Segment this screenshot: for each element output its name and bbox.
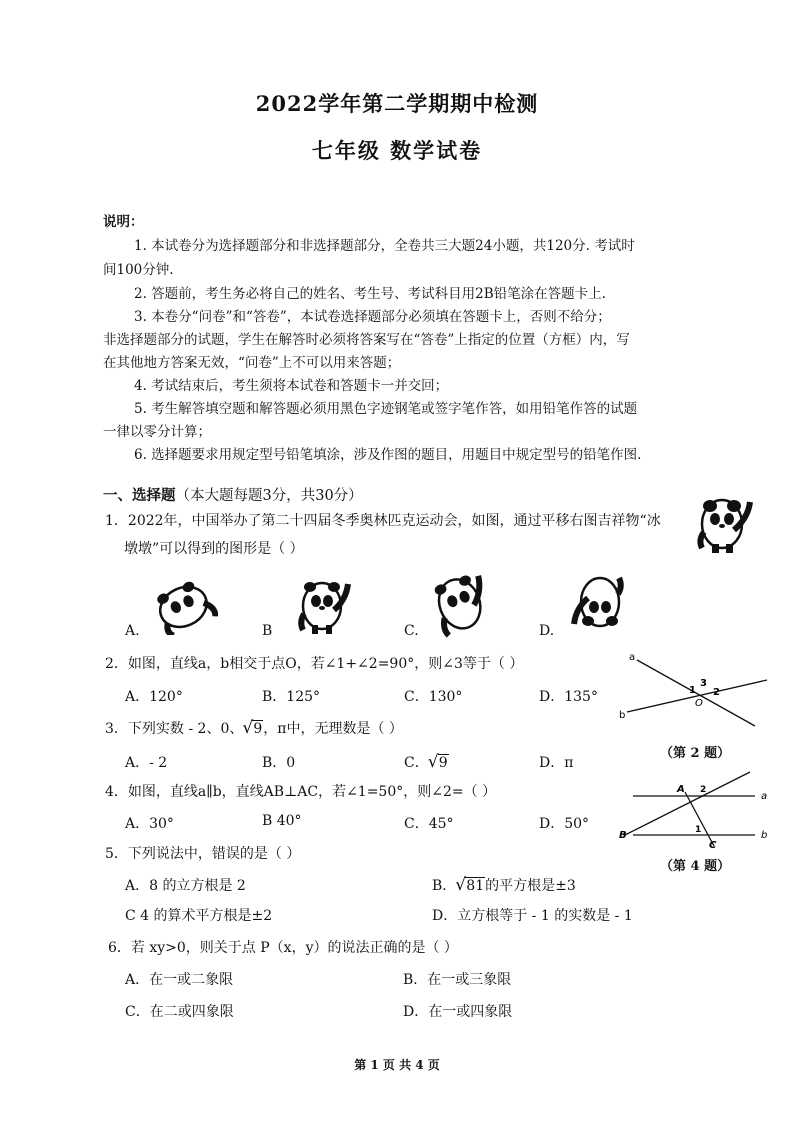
- question-3-option-a: A．- 2: [125, 755, 168, 771]
- label-B: B: [619, 830, 627, 841]
- question-5-option-b: [432, 875, 576, 895]
- label-2: 2: [713, 687, 720, 698]
- instruction-line: 4. 考试结束后，考生须将本试卷和答题卡一并交回；: [134, 378, 449, 394]
- instruction-line: 在其他地方答案无效，“问卷”上不可以用来答题；: [103, 355, 401, 371]
- section-title: [103, 484, 363, 505]
- instruction-line: 间100分钟.: [103, 262, 174, 278]
- line-ab: [625, 772, 750, 835]
- label-b: b: [761, 830, 768, 841]
- question-4-option-b: B 40°: [262, 813, 302, 829]
- question-3-option-c-radicand: 9: [438, 755, 448, 771]
- label-2: 2: [700, 785, 707, 795]
- mascot-reference-image: [690, 488, 758, 556]
- question-2-option-a: A．120°: [125, 689, 183, 705]
- question-2-stem: 2．如图，直线a，b相交于点O，若∠1+∠2=90°，则∠3等于（ ）: [105, 656, 524, 672]
- question-5-option-d: D．立方根等于 - 1 的实数是 - 1: [432, 908, 633, 924]
- label-o: O: [695, 698, 703, 709]
- exam-subtitle: 七年级 数学试卷: [311, 138, 483, 163]
- page-number: 第 1 页 共 4 页: [354, 1058, 440, 1072]
- label-C: C: [709, 840, 717, 850]
- question-2-option-d: D．135°: [539, 689, 598, 705]
- question-4-stem: 4．如图，直线a∥b，直线AB⊥AC，若∠1=50°，则∠2=（ ）: [105, 784, 497, 800]
- question-1-stem-line1: 1．2022年，中国举办了第二十四届冬季奥林匹克运动会，如图，通过平移右图吉祥物“冰: [105, 513, 661, 529]
- question-4-option-d: D．50°: [539, 816, 590, 832]
- option-a-mascot-image: [148, 577, 218, 635]
- sqrt-symbol: [429, 755, 449, 771]
- section-title-note: （本大题每题3分，共30分）: [175, 488, 363, 504]
- question-3-option-d: D．π: [539, 755, 574, 771]
- label-a: a: [629, 652, 636, 663]
- line-a: [637, 660, 755, 726]
- question-3-stem: [105, 718, 403, 738]
- instruction-line: 3. 本卷分“问卷”和“答卷”，本试卷选择题部分必须填在答题卡上，否则不给分；: [134, 309, 611, 325]
- question-4-figure: [615, 768, 780, 850]
- question-6-stem: 6．若 xy>0，则关于点 P（x，y）的说法正确的是（ ）: [108, 940, 458, 956]
- question-4-figure-caption: （第 4 题）: [660, 859, 731, 874]
- question-2-figure-caption: （第 2 题）: [660, 746, 731, 761]
- question-3-stem-pre: 3．下列实数 - 2、0、: [105, 721, 244, 737]
- instructions-heading: 说明：: [103, 214, 144, 230]
- section-title-main: 一、选择题: [103, 487, 176, 504]
- sqrt-symbol: [243, 721, 263, 737]
- instruction-line: 5. 考生解答填空题和解答题必须用黑色字迹钢笔或签字笔作答，如用铅笔作答的试题: [134, 401, 638, 417]
- question-6-option-b: B．在一或三象限: [403, 972, 512, 988]
- question-3-option-c-prefix: C．: [404, 755, 429, 771]
- label-b: b: [619, 710, 626, 721]
- exam-title: 2022学年第二学期期中检测: [255, 91, 539, 116]
- question-5-stem: 5．下列说法中，错误的是（ ）: [105, 846, 301, 862]
- question-1-option-b: B: [262, 623, 273, 639]
- question-1-option-d: D.: [539, 623, 555, 639]
- instruction-line: 非选择题部分的试题，学生在解答时必须将答案写在“答卷”上指定的位置（方框）内，写: [103, 332, 630, 348]
- instruction-line: 1. 本试卷分为选择题部分和非选择题部分，全卷共三大题24小题，共120分. 考试时: [134, 238, 635, 254]
- question-4-option-a: A．30°: [125, 816, 174, 832]
- question-3-radicand: 9: [253, 721, 263, 737]
- sqrt-symbol: [456, 878, 485, 894]
- question-5-option-c: C 4 的算术平方根是±2: [125, 908, 273, 924]
- question-6-option-d: D．在一或四象限: [403, 1004, 513, 1020]
- question-5-option-b-prefix: B．: [432, 878, 457, 894]
- option-d-mascot-image: [570, 568, 630, 638]
- question-1-stem-line2: 墩墩”可以得到的图形是（ ）: [124, 541, 304, 557]
- question-5-option-b-suffix: 的平方根是±3: [485, 878, 576, 894]
- option-b-mascot-image: [294, 570, 354, 636]
- label-3: 3: [700, 678, 707, 689]
- label-1: 1: [689, 685, 696, 696]
- question-4-option-c: C．45°: [404, 816, 454, 832]
- question-2-option-c: C．130°: [404, 689, 463, 705]
- question-5-option-a: A．8 的立方根是 2: [125, 878, 246, 894]
- question-3-stem-post: ，π中，无理数是（ ）: [263, 721, 403, 737]
- label-a: a: [761, 791, 768, 802]
- line-ac: [685, 792, 714, 846]
- question-1-option-c: C.: [404, 623, 419, 639]
- question-2-figure: [615, 648, 775, 728]
- instruction-line: 一律以零分计算；: [103, 424, 211, 440]
- label-1: 1: [695, 825, 702, 835]
- question-5-option-b-radicand: 81: [466, 878, 485, 894]
- question-2-option-b: B．125°: [262, 689, 321, 705]
- question-3-option-b: B．0: [262, 755, 296, 771]
- question-1-option-a: A.: [125, 623, 140, 639]
- question-6-option-c: C．在二或四象限: [125, 1004, 234, 1020]
- option-c-mascot-image: [426, 566, 492, 638]
- question-6-option-a: A．在一或二象限: [125, 972, 234, 988]
- instruction-line: 2. 答题前，考生务必将自己的姓名、考生号、考试科目用2B铅笔涂在答题卡上.: [134, 286, 606, 302]
- label-A: A: [677, 784, 685, 795]
- question-3-option-c: [404, 752, 449, 772]
- instruction-line: 6. 选择题要求用规定型号铅笔填涂，涉及作图的题目，用题目中规定型号的铅笔作图.: [134, 447, 642, 463]
